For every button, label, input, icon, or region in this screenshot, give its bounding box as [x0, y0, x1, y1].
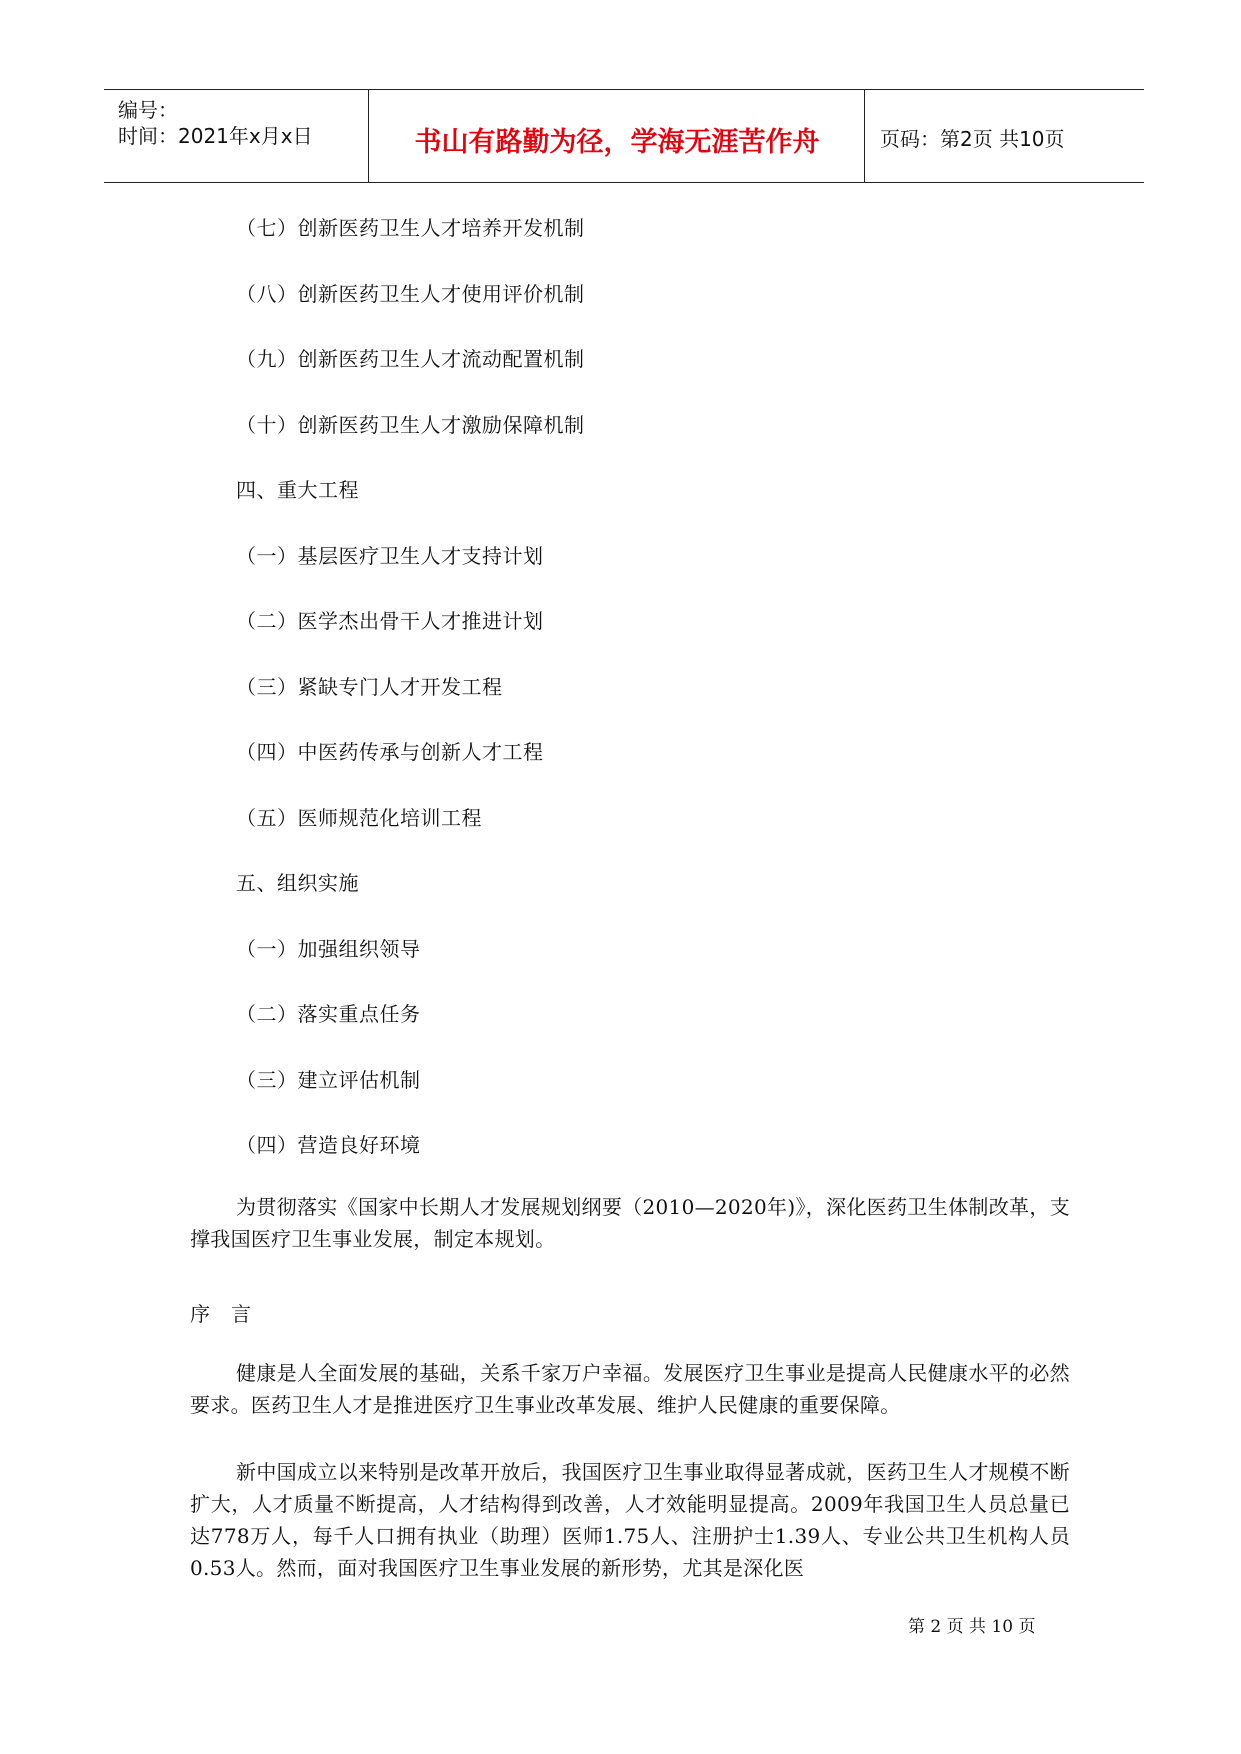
preface-title: 序 言 [190, 1302, 252, 1326]
outline-section-heading: 四、重大工程 [236, 478, 359, 502]
outline-item: （四）中医药传承与创新人才工程 [236, 740, 544, 764]
page-header [104, 89, 1144, 183]
outline-item: （三）建立评估机制 [236, 1068, 421, 1092]
outline-item: （二）落实重点任务 [236, 1002, 421, 1026]
outline-item: （三）紧缺专门人才开发工程 [236, 675, 503, 699]
outline-item: （五）医师规范化培训工程 [236, 806, 482, 830]
outline-item: （一）加强组织领导 [236, 937, 421, 961]
serial-number-label: 编号： [118, 98, 178, 122]
outline-item: （七）创新医药卫生人才培养开发机制 [236, 216, 585, 240]
page-number-label: 页码：第2页 共10页 [880, 127, 1065, 151]
page-footer: 第 2 页 共 10 页 [908, 1617, 1036, 1637]
outline-item: （二）医学杰出骨干人才推进计划 [236, 609, 544, 633]
outline-item: （十）创新医药卫生人才激励保障机制 [236, 413, 585, 437]
header-page-cell [866, 90, 1144, 182]
header-motto-cell [370, 90, 865, 182]
outline-section-heading: 五、组织实施 [236, 871, 359, 895]
date-label: 时间：2021年x月x日 [118, 124, 313, 148]
outline-item: （八）创新医药卫生人才使用评价机制 [236, 282, 585, 306]
body-paragraph: 新中国成立以来特别是改革开放后，我国医疗卫生事业取得显著成就，医药卫生人才规模不断扩大，人才质量不断提高，人才结构得到改善，人才效能明显提高。2009年我国卫生人员总量已达778万人，每千人口拥有执业（助理）医师1.75人、注册护士1.39人、专业公共卫生机构人员0.53人。然而，面对我国医疗卫生事业发展的新形势，尤其是深化医 [190, 1460, 1070, 1580]
motto: 书山有路勤为径，学海无涯苦作舟 [414, 127, 820, 158]
outline-item: （一）基层医疗卫生人才支持计划 [236, 544, 544, 568]
outline-item: （九）创新医药卫生人才流动配置机制 [236, 347, 585, 371]
outline-item: （四）营造良好环境 [236, 1133, 421, 1157]
header-meta-cell [104, 90, 369, 182]
body-paragraph: 健康是人全面发展的基础，关系千家万户幸福。发展医疗卫生事业是提高人民健康水平的必然要求。医药卫生人才是推进医疗卫生事业改革发展、维护人民健康的重要保障。 [190, 1361, 1070, 1417]
intro-paragraph: 为贯彻落实《国家中长期人才发展规划纲要（2010—2020年)》，深化医药卫生体制改革，支撑我国医疗卫生事业发展，制定本规划。 [190, 1195, 1070, 1251]
